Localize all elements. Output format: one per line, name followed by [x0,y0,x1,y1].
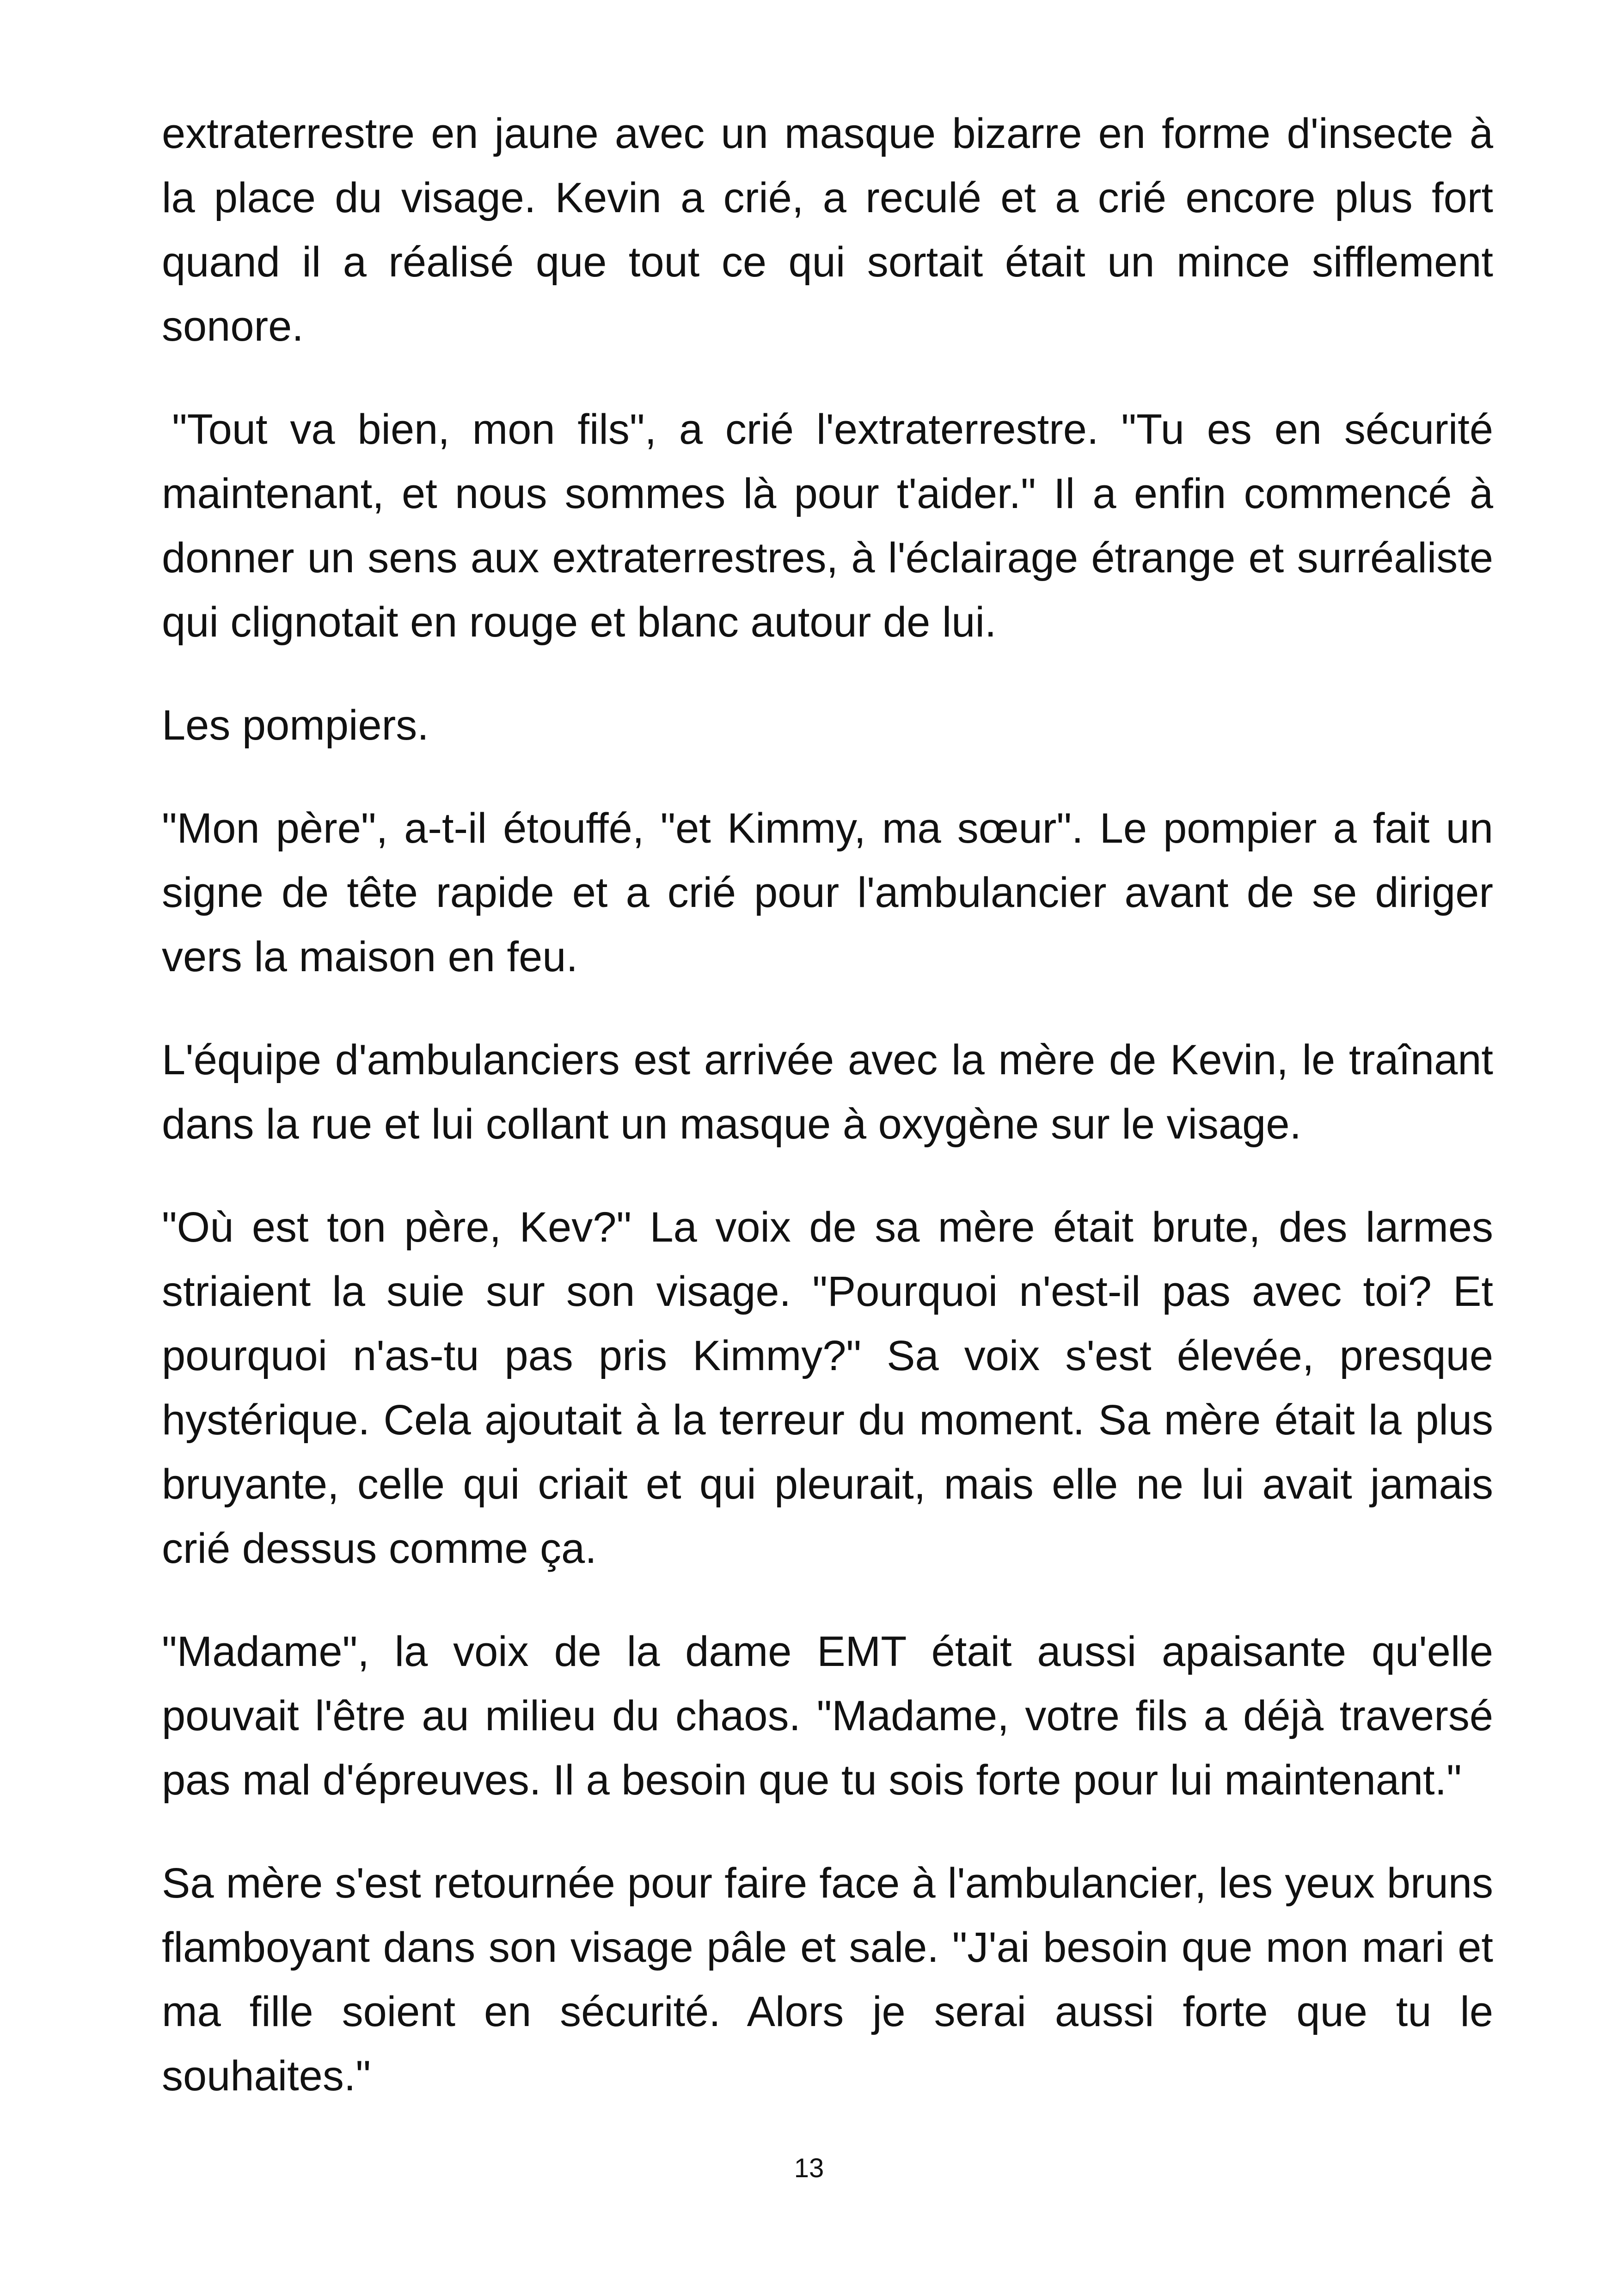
paragraph-2: "Tout va bien, mon fils", a crié l'extraterrestre. "Tu es en sécurité maintenant, et nous sommes là pour t'aider." Il a enfin commencé à donner un sens aux extraterrestres, à l'éclairage étrange et surréaliste qui clignotait en rouge et blanc autour de lui. [162,406,1493,646]
paragraph-5: L'équipe d'ambulanciers est arrivée avec la mère de Kevin, le traînant dans la rue et lui collant un masque à oxygène sur le visage. [162,1036,1493,1148]
paragraph-6: "Où est ton père, Kev?" La voix de sa mère était brute, des larmes striaient la suie sur son visage. "Pourquoi n'est-il pas avec toi? Et pourquoi n'as-tu pas pris Kimmy?" Sa voix s'est élevée, presque hystérique. Cela ajoutait à la terreur du moment. Sa mère était la plus bruyante, celle qui criait et qui pleurait, mais elle ne lui avait jamais crié dessus comme ça. [162,1204,1493,1572]
paragraph-3: Les pompiers. [162,702,429,749]
page-number: 13 [794,2153,824,2183]
paragraph-8: Sa mère s'est retournée pour faire face à l'ambulancier, les yeux bruns flamboyant dans son visage pâle et sale. "J'ai besoin que mon mari et ma fille soient en sécurité. Alors je serai aussi forte que tu le souhaites." [162,1860,1493,2100]
paragraph-1: extraterrestre en jaune avec un masque bizarre en forme d'insecte à la place du visage. Kevin a crié, a reculé et a crié encore plus fort quand il a réalisé que tout ce qui sortait était un mince sifflement sonore. [162,110,1493,350]
body-text [162,102,1493,2147]
paragraph-4: "Mon père", a-t-il étouffé, "et Kimmy, ma sœur". Le pompier a fait un signe de tête rapide et a crié pour l'ambulancier avant de se diriger vers la maison en feu. [162,805,1493,980]
paragraph-7: "Madame", la voix de la dame EMT était aussi apaisante qu'elle pouvait l'être au milieu du chaos. "Madame, votre fils a déjà traversé pas mal d'épreuves. Il a besoin que tu sois forte pour lui maintenant." [162,1628,1493,1804]
